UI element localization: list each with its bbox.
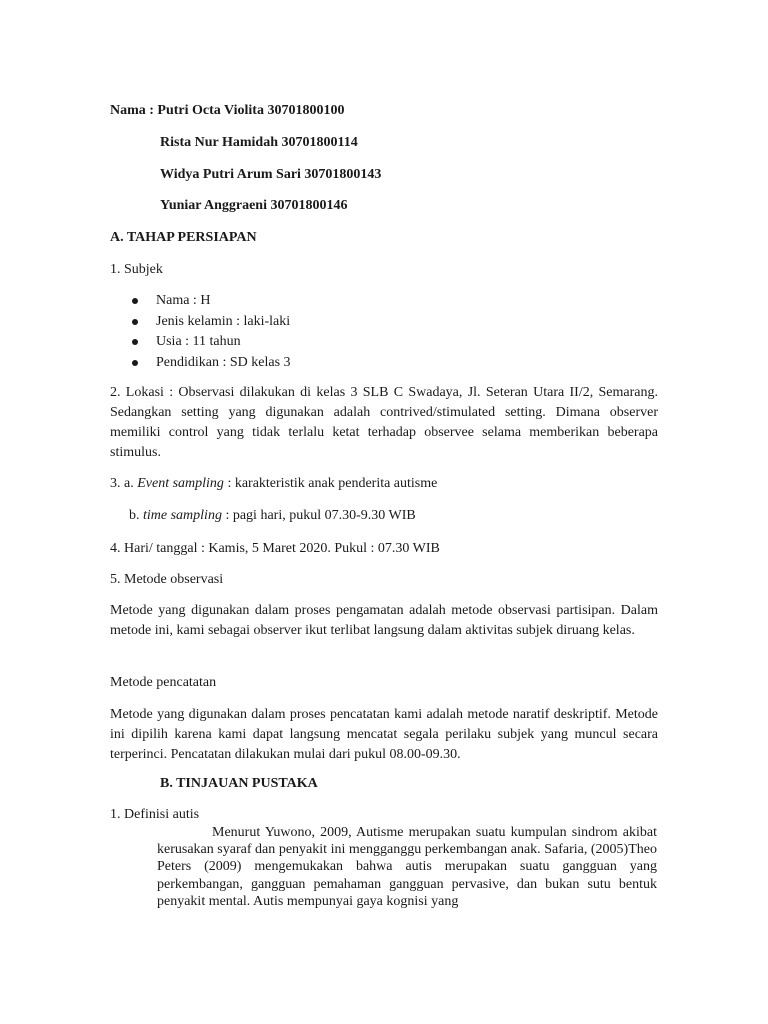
sampling-a-line: 3. a. Event sampling : karakteristik anak penderita autisme: [110, 476, 438, 491]
list-item: Nama : H: [110, 291, 291, 312]
definisi-heading: 1. Definisi autis: [110, 807, 200, 822]
bullet-icon: [132, 319, 138, 325]
hari-tanggal: 4. Hari/ tanggal : Kamis, 5 Maret 2020. Pukul : 07.30 WIB: [110, 541, 440, 556]
name-item: Yuniar Anggraeni 30701800146: [160, 198, 348, 213]
bullet-icon: [132, 360, 138, 366]
section-b-title: B. TINJAUAN PUSTAKA: [160, 776, 318, 791]
subjek-heading: 1. Subjek: [110, 262, 163, 277]
lokasi-paragraph: 2. Lokasi : Observasi dilakukan di kelas 3 SLB C Swadaya, Jl. Seteran Utara II/2, Semarang. Sedangkan setting yang digunakan adalah contrived/stimulated setting. Dimana observer memiliki control yang tidak terlalu ketat terhadap observee selama memberikan beberapa stimulus.: [110, 385, 658, 460]
list-item: Usia : 11 tahun: [110, 332, 291, 353]
name-item: Rista Nur Hamidah 30701800114: [160, 135, 358, 150]
metode-paragraph: Metode yang digunakan dalam proses pengamatan adalah metode observasi partisipan. Dalam metode ini, kami sebagai observer ikut terlibat langsung dalam aktivitas subjek diruang kelas.: [110, 603, 658, 638]
definisi-paragraph: Menurut Yuwono, 2009, Autisme merupakan suatu kumpulan sindrom akibat kerusakan syaraf dan penyakit ini mengganggu perkembangan anak. Safaria, (2005)Theo Peters (2009) mengemukakan bahwa autis merupakan suatu gangguan yang perkembangan, gangguan pemahaman gangguan pervasive, dan bukan sutu bentuk penyakit mental. Autis mempunyai gaya kognisi yang: [157, 825, 657, 909]
list-item: Pendidikan : SD kelas 3: [110, 353, 291, 374]
pencatatan-heading: Metode pencatatan: [110, 675, 217, 690]
pencatatan-paragraph: Metode yang digunakan dalam proses pencatatan kami adalah metode naratif deskriptif. Metode ini dipilih karena kami dapat langsung mencatat segala perilaku subjek yang muncul secara terperinci. Pencatatan dilakukan mulai dari pukul 08.00-09.30.: [110, 707, 658, 762]
section-a-title: A. TAHAP PERSIAPAN: [110, 230, 257, 245]
list-item: Jenis kelamin : laki-laki: [110, 312, 291, 333]
subjek-list: [110, 291, 291, 373]
time-sampling-term: time sampling: [143, 508, 222, 523]
bullet-icon: [132, 339, 138, 345]
bullet-icon: [132, 298, 138, 304]
sampling-b-line: b. time sampling : pagi hari, pukul 07.30-9.30 WIB: [129, 508, 416, 523]
names-first-line: Nama : Putri Octa Violita 30701800100: [110, 103, 345, 118]
event-sampling-term: Event sampling: [137, 476, 224, 491]
metode-heading: 5. Metode observasi: [110, 572, 224, 587]
name-item: Widya Putri Arum Sari 30701800143: [160, 167, 382, 182]
